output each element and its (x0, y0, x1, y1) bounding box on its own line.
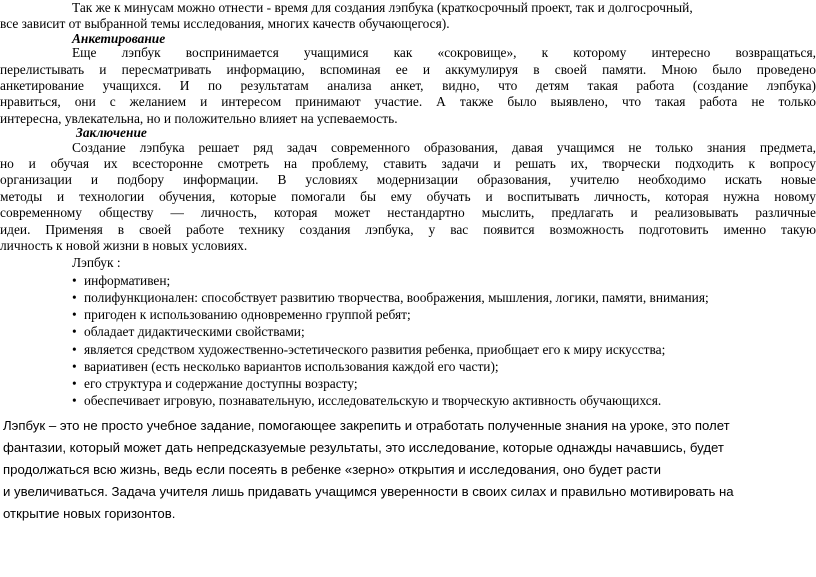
survey-line-2: перелистывать и пересматривать информацию, вспоминая ее и аккумулируя в своей памяти. Мною было проведено (0, 61, 816, 77)
final-line: Лэпбук – это не просто учебное задание, помогающее закрепить и отработать полученные знания на уроке, это полет (3, 418, 730, 434)
bullet-icon: • (72, 307, 77, 323)
bullet-icon: • (72, 324, 77, 340)
conclusion-line-3: организации и подбору информации. В условиях модернизации образования, учителю необходимо искать новые (0, 172, 816, 188)
lapbook-bullet-item: • является средством художественно-эстетического развития ребенка, приобщает его к миру искусства; (72, 341, 666, 357)
lapbook-bullet-item: • информативен; (72, 273, 171, 288)
final-line: продолжаться всю жизнь, ведь если посеять в ребенке «зерно» открытия и исследования, оно будет расти (3, 462, 661, 478)
bullet-icon: • (72, 393, 77, 409)
lapbook-label: Лэпбук : (72, 255, 121, 271)
conclusion-line-6: идеи. Применяя в своей работе технику создания лэпбука, у вас появится возможность подготовить именно такую (0, 221, 816, 237)
intro-line-1: Так же к минусам можно отнести - время для создания лэпбука (краткосрочный проект, так и долгосрочный, (72, 0, 693, 15)
final-line: открытие новых горизонтов. (3, 506, 176, 522)
lapbook-bullet-item: • пригоден к использованию одновременно группой ребят; (72, 307, 411, 323)
conclusion-heading: Заключение (76, 124, 147, 140)
bullet-icon: • (72, 375, 77, 391)
conclusion-line-5: современному обществу — личность, которая может нестандартно мыслить, предлагать и реализовывать различные (0, 205, 816, 221)
lapbook-bullet-item: • его структура и содержание доступны возрасту; (72, 375, 358, 391)
final-line: фантазии, который может дать непредсказуемые результаты, это исследование, которые однажды начавшись, будет (3, 440, 724, 456)
lapbook-bullet-item: • обладает дидактическими свойствами; (72, 324, 305, 340)
survey-line-1: Еще лэпбук воспринимается учащимися как «сокровище», к которому интересно возвращаться, (72, 45, 816, 61)
lapbook-bullet-item: • обеспечивает игровую, познавательную, исследовательскую и творческую активность обучающихся. (72, 393, 662, 409)
intro-line-2: все зависит от выбранной темы исследования, многих качеств обучающегося). (0, 16, 450, 32)
bullet-icon: • (72, 341, 77, 357)
survey-heading: Анкетирование (72, 31, 166, 47)
survey-line-4: нравиться, они с желанием и интересом принимают участие. А также было выявлено, что такая работа не только (0, 94, 816, 110)
final-paragraph (3, 415, 813, 525)
bullet-icon: • (72, 273, 77, 288)
conclusion-line-7: личность к новой жизни в новых условиях. (0, 237, 248, 253)
survey-line-5: интересна, увлекательна, но и положительно влияет на успеваемость. (0, 110, 398, 126)
conclusion-line-2: но и обучая их всесторонне смотреть на проблему, ставить задачи и решать их, творчески подходить к вопросу (0, 156, 816, 171)
survey-line-3: анкетирование учащихся. И по результатам анализа анкет, видно, что детям такая работа (создание лэпбука) (0, 78, 816, 93)
conclusion-line-1: Создание лэпбука решает ряд задач современного образования, давая учащимся не только знания предмета, (72, 139, 816, 155)
conclusion-line-4: методы и технологии обучения, которые помогали бы ему обучать и воспитывать личность, которая нужна новому (0, 188, 816, 204)
bullet-icon: • (72, 358, 77, 374)
bullet-icon: • (72, 290, 77, 306)
lapbook-bullet-item: • полифункционален: способствует развитию творчества, воображения, мышления, логики, памяти, внимания; (72, 290, 709, 306)
final-line: и увеличиваться. Задача учителя лишь придавать учащимся уверенности в своих силах и правильно мотивировать на (3, 484, 734, 500)
lapbook-bullet-item: • вариативен (есть несколько вариантов использования каждой его части); (72, 358, 499, 374)
